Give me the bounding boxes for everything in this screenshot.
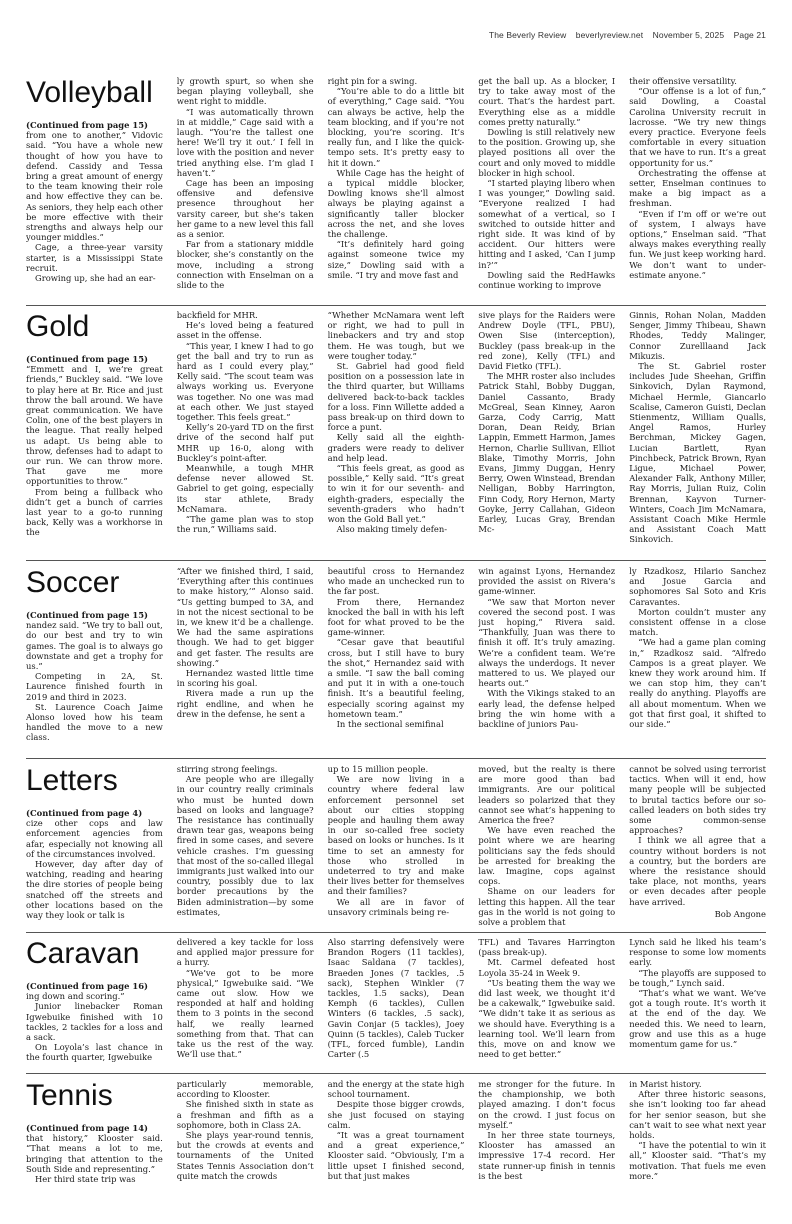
- paragraph: win against Lyons, Hernandez provided the assist on Rivera’s game-winner.: [478, 566, 616, 597]
- article-column: [328, 1079, 465, 1219]
- article-column: [26, 764, 163, 930]
- paragraph: St. Laurence Coach Jaime Alonso loved how his team handled the move to a new class.: [26, 701, 163, 743]
- continued-from-note: (Continued from page 15): [26, 354, 149, 364]
- article-column: [26, 76, 163, 302]
- issue-date: November 5, 2025: [652, 30, 725, 40]
- paragraph: “It’s definitely hard going against someone twice my size,” Dowling said with a smile. “I try and move fast and: [327, 239, 465, 280]
- paragraph: Mt. Carmel defeated host Loyola 35-24 in Week 9.: [478, 957, 616, 978]
- article-column: [26, 566, 163, 756]
- section-headline: Tennis: [26, 1079, 113, 1112]
- paragraph: We have even reached the point where we are hearing politicians say the feds should be arrested for breaking the law. Imagine, cops against cops.: [478, 825, 616, 887]
- section-headline: Volleyball: [26, 76, 153, 109]
- continued-from-note: (Continued from page 4): [26, 808, 143, 818]
- paragraph: Meanwhile, a tough MHR defense never allowed St. Gabriel to get going, especially its star athlete, Brady McNamara.: [176, 463, 314, 514]
- paragraph: Growing up, she had an ear-: [35, 273, 156, 284]
- article-column: [478, 937, 615, 1071]
- article-column: [629, 937, 766, 1071]
- article-column: [177, 1079, 314, 1219]
- paragraph: After three historic seasons, she isn’t looking too far ahead for her senior season, but she can’t wait to see what next year holds.: [629, 1089, 766, 1141]
- page-number: Page 21: [733, 30, 766, 40]
- article-column: [177, 566, 314, 756]
- paragraph: Kelly’s 20-yard TD on the first drive of the second half put MHR up 16-0, along with Buckley’s point-after.: [176, 422, 314, 463]
- section-divider: [26, 758, 766, 759]
- paragraph: Ginnis, Rohan Nolan, Madden Senger, Jimmy Thibeau, Shawn Rhodes, Teddy Malinger, Connor Zurelllaand Jack Mikuzis.: [629, 310, 766, 361]
- paragraph: stirring strong feelings.: [176, 764, 278, 774]
- paragraph: backfield for MHR.: [176, 310, 258, 320]
- article-column: [177, 310, 314, 557]
- article-column: [328, 764, 465, 930]
- section-divider: [26, 560, 766, 561]
- continued-from-note: (Continued from page 14): [26, 1123, 149, 1133]
- article-column: [26, 937, 163, 1071]
- paragraph: She plays year-round tennis, but the crowds at events and tournaments of the United States Tennis Association don’t quite match the crowds: [176, 1130, 314, 1181]
- article-section-volleyball: [26, 76, 766, 302]
- section-headline: Gold: [26, 310, 90, 343]
- paragraph: ly growth spurt, so when she began playing volleyball, she went right to middle.: [176, 76, 314, 107]
- article-column: [629, 310, 766, 557]
- paragraph: From there, Hernandez knocked the ball in with his left foot for what proved to be the game-winner.: [327, 596, 465, 638]
- paragraph: [26, 354, 163, 487]
- paragraph: and the energy at the state high school tournament.: [327, 1079, 465, 1100]
- paragraph: their offensive versatility.: [629, 76, 737, 86]
- paragraph: Rivera made a run up the right endline, and when he drew in the defense, he sent a: [176, 688, 314, 719]
- section-headline: Caravan: [26, 937, 140, 970]
- paragraph: I think we all agree that a country without borders is not a country, but the borders are where the resistance should take place, not months, years or even decades after people have arrived.: [629, 835, 766, 907]
- paragraph: sive plays for the Raiders were Andrew Doyle (TFL, PBU), Owen Sise (interception), Buckley (pass break-up in the red zone), Kelly (TFL) and David Fietko (TFL).: [478, 310, 616, 372]
- paragraph: Cage has been an imposing offensive and defensive presence throughout her varsity career, but she’s taken her game to a new level this fall as a senior.: [176, 178, 314, 240]
- paragraph: delivered a key tackle for loss and applied major pressure for a hurry.: [176, 937, 314, 968]
- paragraph: Competing in 2A, St. Laurence finished fourth in 2019 and third in 2023.: [26, 671, 163, 702]
- article-column: [177, 764, 314, 930]
- paragraph: “It was a great tournament and a great experience,” Klooster said. “Obviously, I’m a little upset I finished second, but that just makes: [327, 1130, 465, 1181]
- article-column: [629, 764, 766, 930]
- article-column: [328, 76, 465, 302]
- continued-from-note: (Continued from page 15): [26, 610, 149, 620]
- section-divider: [26, 932, 766, 933]
- paragraph: However, day after day of watching, reading and hearing the dire stories of people being snatched off the streets and other locations based on the way they look or talk is: [26, 859, 163, 921]
- paragraph-text: that history,” Klooster said. “That means a lot to me, bringing that attention to the South Side and representing.”: [26, 1133, 163, 1174]
- paragraph: “I was automatically thrown in at middle,” Cage said with a laugh. “You’re the tallest one here! We’ll try it out.’ I fell in love with the position and never tried anything else. I’m glad I haven’t.”: [176, 106, 314, 178]
- continued-from-note: (Continued from page 15): [26, 120, 149, 130]
- paragraph: “Us beating them the way we did last week, we thought it’d be a cakewalk,” Igwebuike said. “We didn’t take it as serious as we should have. Everything is a learning tool. We’ll learn from this, move on and know we need to get better.”: [478, 977, 616, 1060]
- paragraph: Cage, a three-year varsity starter, is a Mississippi State recruit.: [26, 242, 163, 273]
- paragraph: moved, but the realty is there are more good than bad immigrants. Are our political leaders so polarized that they cannot see what’s happening to America the free?: [478, 764, 616, 826]
- article-column: [629, 1079, 766, 1219]
- paragraph: From being a fullback who didn’t get a bunch of carries last year to a go-to running back, Kelly was a workhorse in the: [26, 486, 163, 538]
- paragraph: Also starring defensively were Brandon Rogers (11 tackles), Isaac Saldana (7 tackles), Braeden Jones (7 tackles, .5 sack), Stephen Winkler (7 tackles, 1.5 sacks), Dean Kemph (6 tackles), Cullen Winters (6 tackles, .5 sack), Gavin Conjar (5 tackles), Joey Quinn (5 tackles), Caleb Tucker (TFL, forced fumble), Landin Carter (.5: [327, 937, 465, 1060]
- article-section-letters: [26, 764, 766, 930]
- section-divider: [26, 305, 766, 306]
- paragraph: Are people who are illegally in our country really criminals who must be hunted down based on looks and language? The resistance has continually drawn tear gas, weapons being fired in some cases, and severe vehicle crashes. I’m guessing that most of the so-called illegal immigrants just walked into our country, possibly due to lax border precautions by the Biden administration—by some estimates,: [176, 774, 314, 917]
- article-section-soccer: [26, 566, 766, 756]
- section-headline: Letters: [26, 764, 118, 797]
- article-column: [478, 764, 615, 930]
- article-section-tennis: [26, 1079, 766, 1219]
- paragraph: “We saw that Morton never covered the second post. I was just hoping,” Rivera said. “Thankfully, Juan was there to finish it off. It’s truly amazing. We’re a confident team. We’re always the underdogs. It never mattered to us. We played our hearts out.”: [478, 596, 616, 689]
- paragraph: “You’re able to do a little bit of everything,” Cage said. “You can always be active, help the team blocking, and if you’re not blocking, you’re scoring. It’s really fun, and I like the quick-tempo sets. It’s pretty easy to hit it down.”: [327, 86, 465, 168]
- paragraph: “The playoffs are supposed to be tough,” Lynch said.: [629, 967, 766, 988]
- paragraph: particularly memorable, according to Klooster.: [176, 1079, 314, 1100]
- paragraph: [26, 981, 163, 1001]
- paragraph: In the sectional semifinal: [336, 719, 444, 730]
- article-column: [328, 566, 465, 756]
- article-column: [629, 566, 766, 756]
- publication-name: The Beverly Review: [488, 30, 567, 40]
- paragraph: “Whether McNamara went left or right, we had to pull in linebackers and try and stop them. He was tough, but we were tougher today.”: [327, 310, 465, 361]
- paragraph: TFL) and Tavares Harrington (pass break-up).: [478, 937, 616, 958]
- paragraph: “We had a game plan coming in,” Rzadkosz said. “Alfredo Campos is a great player. We knew they work around him. If we can stop him, they can’t really do anything. Playoffs are all about momentum. When we got that first goal, it shifted to our side.”: [629, 637, 766, 730]
- article-column: [26, 310, 163, 557]
- paragraph: We are now living in a country where federal law enforcement personnel set about our cities stopping people and hauling them away in our so-called free society based on looks or hunches. Is it time to set an amnesty for those who strolled in undeterred to try and make their lives better for themselves and their families?: [327, 774, 465, 897]
- paragraph: “This year, I knew I had to go get the ball and try to run as hard as I could every play,” Kelly said. “The scout team was always working us. Everyone was together. No one was mad at each other. We just stayed together. This feels great.”: [176, 340, 314, 423]
- paragraph: Also making timely defen-: [336, 524, 448, 535]
- paragraph: me stronger for the future. In the championship, we both played amazing. I don’t focus on the crowd. I just focus on myself.”: [478, 1079, 616, 1130]
- page-header: [482, 30, 766, 40]
- paragraph: “Cesar gave that beautiful cross, but I still have to bury the shot,” Hernandez said with a smile. “I saw the ball coming and put it in with a one-touch finish. It’s a beautiful feeling, especially scoring against my hometown team.”: [327, 637, 465, 719]
- paragraph: Morton couldn’t muster any consistent offense in a close match.: [629, 606, 766, 638]
- article-column: [328, 310, 465, 557]
- paragraph: Orchestrating the offense at setter, Enselman continues to make a big impact as a freshman.: [629, 167, 766, 209]
- paragraph-text: “Emmett and I, we’re great friends,” Buckley said. “We love to play here at Br. Rice and just throw the ball around. We have great communication. We have Colin, one of the best players in the league. That really helped us adapt. Us being able to throw, defenses had to adapt to our run. We can throw more. That gave me more opportunities to throw.”: [26, 364, 163, 487]
- paragraph: She finished sixth in state as a freshman and fifth as a sophomore, both in Class 2A.: [176, 1099, 314, 1130]
- paragraph: “That’s what we want. We’ve got a tough route. It’s worth it at the end of the day. We needed this. We need to learn, grow and use this as a huge momentum game for us.”: [629, 988, 766, 1050]
- paragraph: The MHR roster also includes Patrick Stahl, Bobby Duggan, Daniel Cassanto, Brady McGreal, Sean Kinney, Aaron Garza, Cody Carrig, Matt Doran, Dean Reidy, Brian Lappin, Emmett Harmon, James Hernon, Charlie Sullivan, Elliot Blake, Timothy Morris, John Evans, Jimmy Duggan, Henry Berry, Owen Winstead, Brendan Nelligan, Bobby Harrington, Finn Cody, Rory Hernon, Marty Goyke, Jerry Callahan, Gideon Earley, Lucas Gray, Brendan Mc-: [478, 371, 616, 535]
- paragraph: Hernandez wasted little time in scoring his goal.: [176, 668, 314, 689]
- article-column: [478, 1079, 615, 1219]
- paragraph: In her three state tourneys, Klooster has amassed an impressive 17-4 record. Her state runner-up finish in tennis is the best: [478, 1130, 616, 1181]
- paragraph-text: cize other cops and law enforcement agencies from afar, especially not knowing all of the circumstances involved.: [26, 818, 163, 859]
- article-section-caravan: [26, 937, 766, 1071]
- paragraph: Dowling is still relatively new to the position. Growing up, she played positions all over the court and only moved to middle blocker in high school.: [478, 127, 616, 178]
- paragraph: Her third state trip was: [35, 1174, 136, 1185]
- paragraph: “Even if I’m off or we’re out of system, I always have options,” Enselman said. “That always makes everything really fun. We just keep working hard. We don’t want to under-estimate anyone.”: [629, 208, 766, 280]
- paragraph: “I started playing libero when I was younger,” Dowling said. “Everyone realized I had somewhat of a vertical, so I switched to outside hitter and right side. It was kind of by accident. Our hitters were hitting and I asked, ‘Can I jump in?’”: [478, 178, 616, 270]
- paragraph: beautiful cross to Hernandez who made an unchecked run to the far post.: [327, 566, 465, 597]
- article-column: [328, 937, 465, 1071]
- article-column: [478, 76, 615, 302]
- paragraph: St. Gabriel had good field position on a possession late in the third quarter, but Williams delivered back-to-back tackles for a loss. Finn Willette added a pass break-up on third down to force a punt.: [327, 361, 465, 433]
- article-column: [177, 937, 314, 1071]
- section-divider: [26, 1073, 766, 1074]
- paragraph: Dowling said the RedHawks continue working to improve: [478, 269, 616, 291]
- paragraph-text: from one to another,” Vidovic said. “You have a whole new thought of how you have to defend. Cassidy and Tessa bring a great amount of energy to the team knowing their role and how effective they can be. As seniors, they help each other be more effective with their strengths and always help our younger middles.”: [26, 130, 163, 243]
- paragraph: “We’ve got to be more physical,” Igwebuike said. “We came out slow. How we responded at half and holding them to 3 points in the second half, we really learned something from that. That can take us the rest of the way. We’ll use that.”: [176, 967, 314, 1060]
- article-column: [26, 1079, 163, 1219]
- paragraph: [26, 808, 163, 859]
- paragraph-text: ing down and scoring.”: [26, 991, 125, 1002]
- paragraph: in Marist history.: [629, 1079, 702, 1089]
- section-headline: Soccer: [26, 566, 120, 599]
- paragraph: On Loyola’s last chance in the fourth quarter, Igwebuike: [26, 1042, 163, 1063]
- paragraph: get the ball up. As a blocker, I try to take away most of the court. That’s the hardest part. Everything else as a middle comes pretty naturally.”: [478, 76, 616, 127]
- paragraph: With the Vikings staked to an early lead, the defense helped bring the win home with a backline of juniors Pau-: [478, 688, 616, 730]
- paragraph: right pin for a swing.: [327, 76, 418, 86]
- article-column: [478, 566, 615, 756]
- paragraph: Shame on our leaders for letting this happen. All the tear gas in the world is not going to solve a problem that: [478, 886, 616, 928]
- paragraph: up to 15 million people.: [327, 764, 429, 774]
- paragraph: Junior linebacker Roman Igwebuike finished with 10 tackles, 2 tackles for a loss and a sack.: [26, 1001, 163, 1043]
- paragraph: Despite those bigger crowds, she just focused on staying calm.: [327, 1099, 465, 1130]
- paragraph: ly Rzadkosz, Hilario Sanchez and Josue Garcia and sophomores Sal Soto and Kris Caravantes.: [629, 566, 766, 607]
- paragraph: “The game plan was to stop the run,” Williams said.: [176, 514, 314, 535]
- continued-from-note: (Continued from page 16): [26, 981, 149, 991]
- paragraph: He’s loved being a featured asset in the offense.: [176, 320, 314, 341]
- paragraph: We all are in favor of unsavory criminals being re-: [327, 896, 465, 917]
- paragraph: Far from a stationary middle blocker, she’s constantly on the move, including a strong connection with Enselman on a slide to the: [176, 239, 314, 291]
- paragraph: cannot be solved using terrorist tactics. When will it end, how many people will be subjected to brutal tactics before our so-called leaders on both sides try some common-sense approaches?: [629, 764, 766, 836]
- paragraph: The St. Gabriel roster includes Jude Sheehan, Griffin Sinkovich, Dylan Raymond, Michael Hermle, Giancarlo Scalise, Cameron Guisti, Declan Stienmentz, William Qualls, Angel Ramos, Hurley Berchman, Mickey Gagen, Lucian Bartlett, Ryan Pinchbeck, Patrick Brown, Ryan Ligue, Michael Power, Alexander Falk, Anthony Miller, Ray Morris, Julian Ruiz, Colin Brennan, Kayvon Turner-Winters, Coach Jim McNamara, Assistant Coach Mike Hermle and Assistant Coach Matt Sinkovich.: [629, 361, 766, 545]
- paragraph: “This feels great, as good as possible,” Kelly said. “It’s great to win it for our seventh- and eighth-graders, especially the seventh-graders who hadn’t won the Gold Ball yet.”: [327, 463, 465, 525]
- paragraph-text: nandez said. “We try to ball out, do our best and try to win games. The goal is to always go downstate and get a trophy for us.”: [26, 620, 163, 672]
- letter-signature: Bob Angone: [714, 908, 766, 919]
- paragraph: [26, 120, 163, 242]
- paragraph: [26, 610, 163, 671]
- paragraph: “I have the potential to win it all,” Klooster said. “That’s my motivation. That fuels me even more.”: [629, 1140, 766, 1181]
- paragraph: Kelly said all the eighth-graders were ready to deliver and help lead.: [327, 432, 465, 463]
- article-section-gold: [26, 310, 766, 557]
- article-column: [177, 76, 314, 302]
- paragraph: [26, 1123, 163, 1174]
- article-column: [629, 76, 766, 302]
- paragraph: “Our offense is a lot of fun,” said Dowling, a Coastal Carolina University recruit in lacrosse. “We try new things every practice. Everyone feels comfortable in every situation that we have to run. It’s a great opportunity for us.”: [629, 86, 766, 168]
- paragraph: Lynch said he liked his team’s response to some low moments early.: [629, 937, 766, 968]
- website: beverlyreview.net: [575, 30, 644, 40]
- article-column: [478, 310, 615, 557]
- paragraph: “After we finished third, I said, ‘Everything after this continues to make history,’” Alonso said. “Us getting bumped to 3A, and in not the nicest sectional to be in, we knew it’d be a challenge. We had the same aspirations though. We had to get bigger and get faster. The results are showing.”: [176, 566, 314, 668]
- paragraph: While Cage has the height of a typical middle blocker, Dowling knows she’ll almost always be playing against a significantly taller blocker across the net, and she loves the challenge.: [327, 167, 465, 240]
